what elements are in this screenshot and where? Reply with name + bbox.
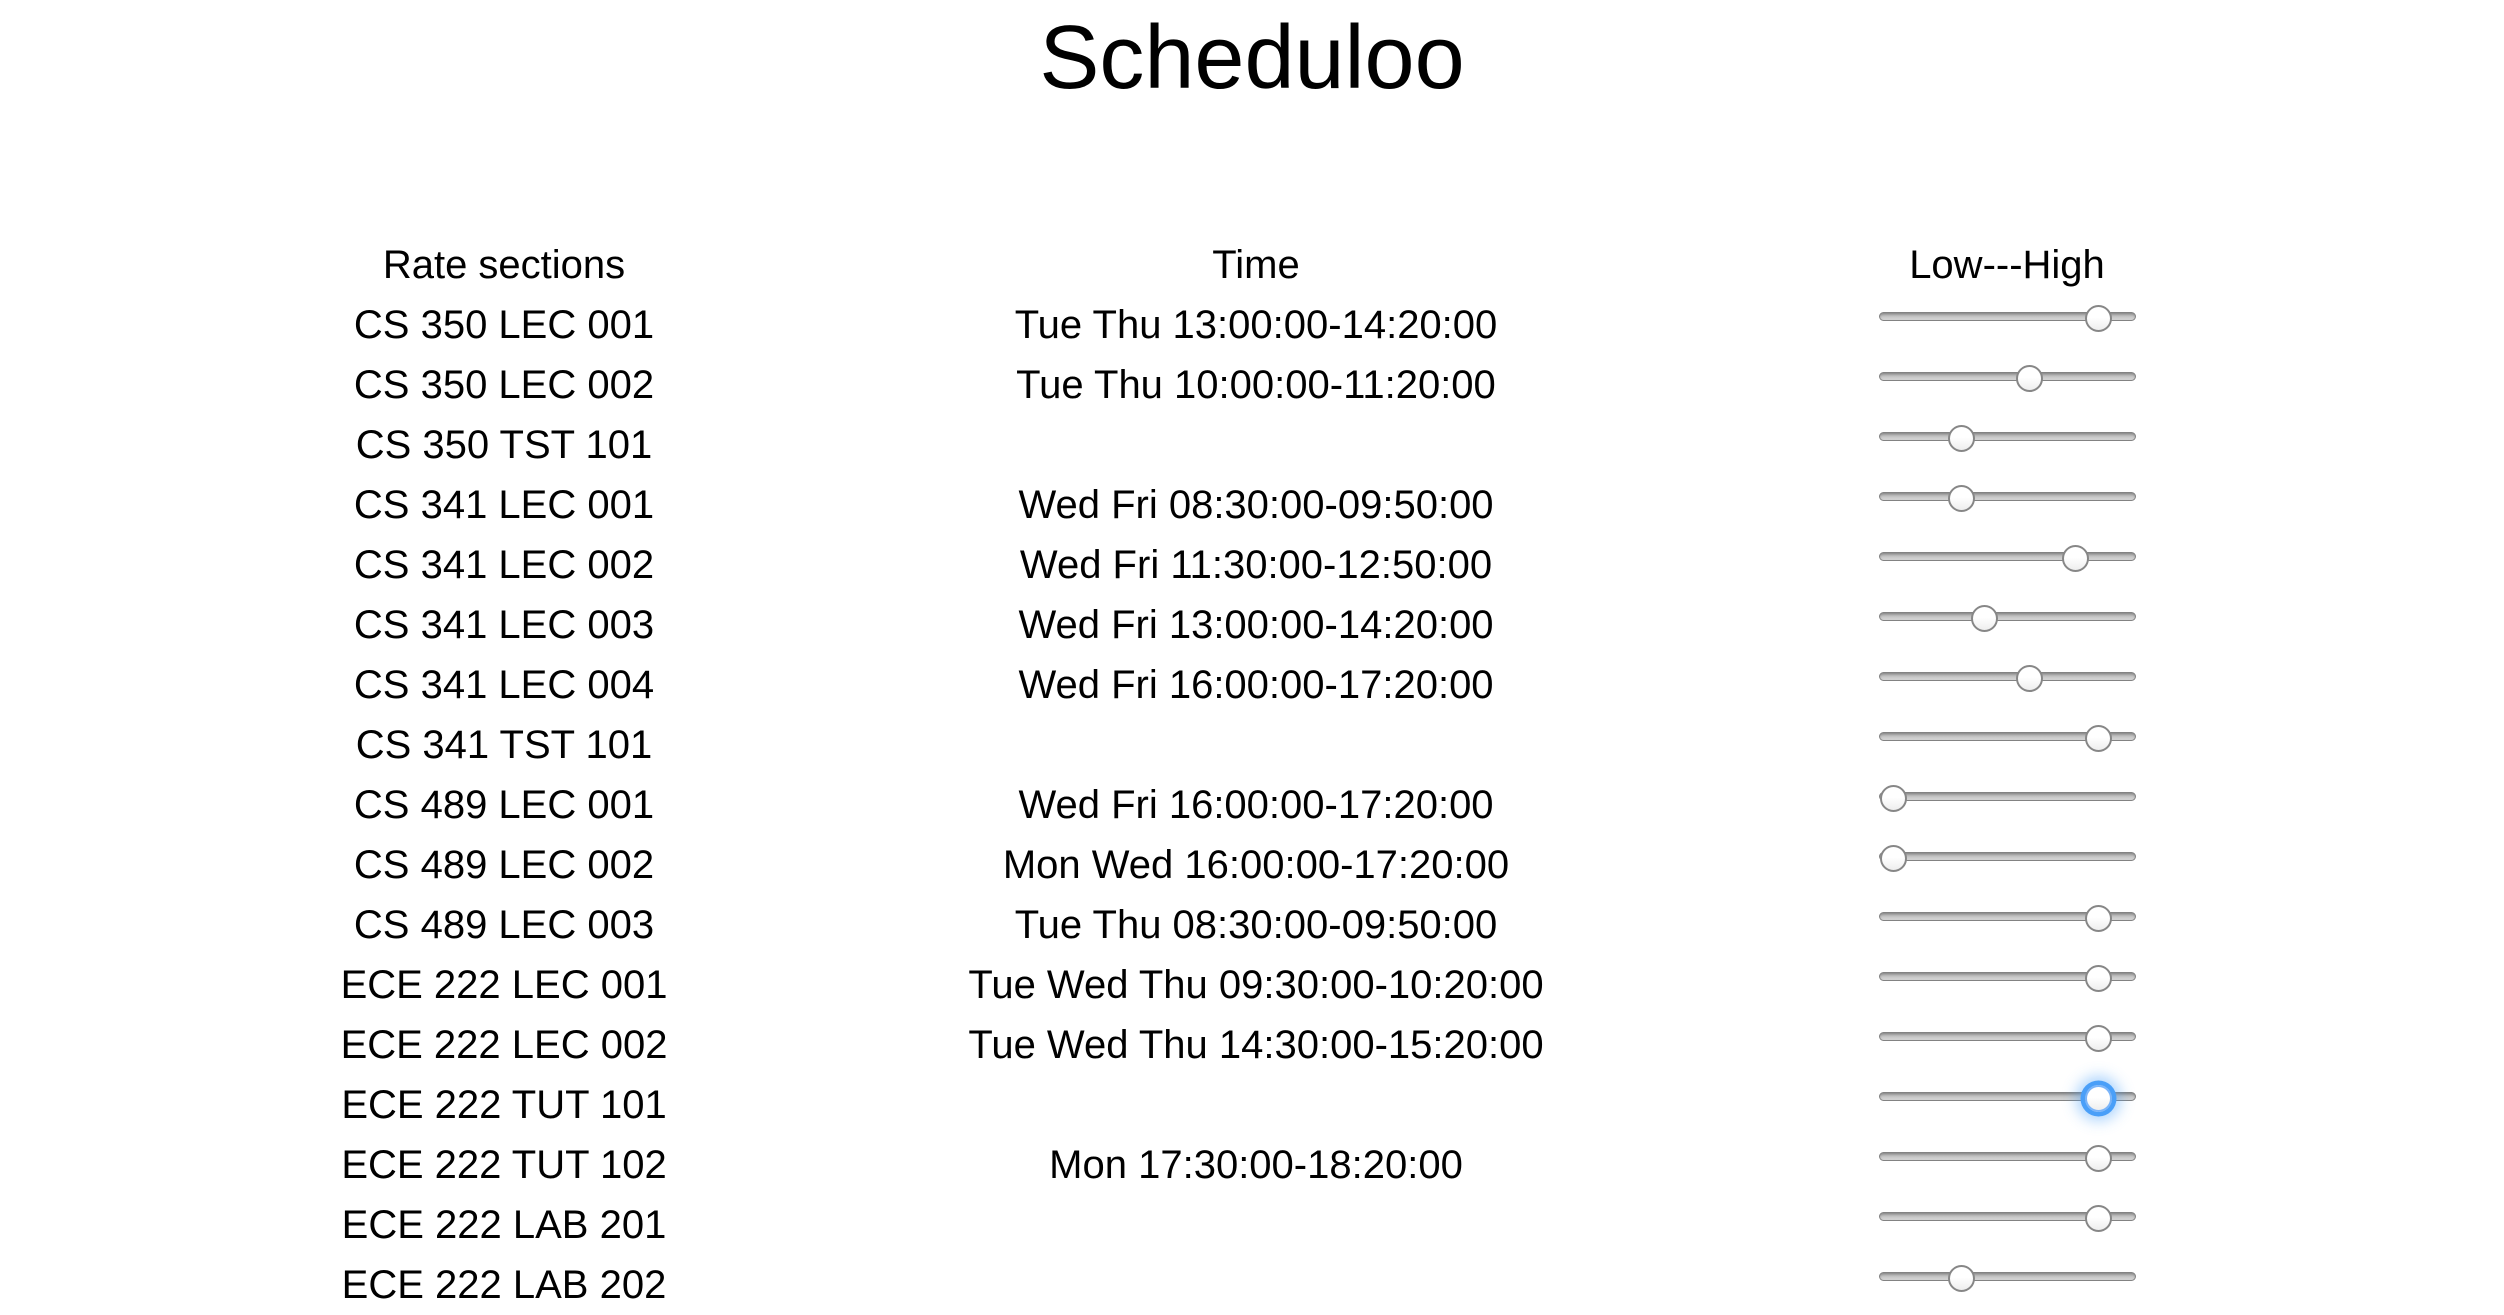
section-label: CS 350 LEC 002 (353, 363, 655, 407)
rating-slider[interactable] (1879, 1083, 2136, 1110)
sections-column-header: Rate sections (382, 243, 626, 287)
scheduloo-page (0, 7, 2504, 1307)
rating-slider-row (1757, 835, 2257, 895)
rating-slider-row (1757, 955, 2257, 1015)
time-rows (906, 295, 1606, 1315)
rating-slider-row (1757, 415, 2257, 475)
section-label: ECE 222 LEC 002 (340, 1023, 668, 1067)
time-label: Wed Fri 16:00:00-17:20:00 (1018, 663, 1494, 707)
rating-slider[interactable] (1879, 903, 2136, 930)
rating-column (1757, 235, 2257, 1315)
time-label: Wed Fri 16:00:00-17:20:00 (1018, 783, 1494, 827)
rating-slider[interactable] (1879, 423, 2136, 450)
sections-rows (154, 295, 854, 1315)
rating-column-header: Low---High (1909, 243, 2105, 287)
section-label: ECE 222 LAB 201 (341, 1203, 667, 1247)
page-title: Scheduloo (1039, 8, 1465, 108)
section-label: CS 489 LEC 003 (353, 903, 655, 947)
time-label: Wed Fri 08:30:00-09:50:00 (1018, 483, 1494, 527)
time-label (906, 715, 1606, 775)
section-label: CS 341 LEC 002 (353, 543, 655, 587)
rating-slider[interactable] (1879, 1143, 2136, 1170)
time-label (906, 1075, 1606, 1135)
time-label (906, 415, 1606, 475)
rating-slider[interactable] (1879, 603, 2136, 630)
rating-slider-row (1757, 1015, 2257, 1075)
section-label: CS 350 TST 101 (355, 423, 653, 467)
time-label: Wed Fri 13:00:00-14:20:00 (1018, 603, 1494, 647)
rating-rows (1757, 295, 2257, 1315)
time-label (906, 1255, 1606, 1315)
rating-slider[interactable] (1879, 543, 2136, 570)
time-label: Tue Thu 10:00:00-11:20:00 (1016, 363, 1496, 407)
time-label: Wed Fri 11:30:00-12:50:00 (1019, 543, 1493, 587)
rating-slider-row (1757, 775, 2257, 835)
time-label: Tue Thu 13:00:00-14:20:00 (1014, 303, 1498, 347)
rating-slider[interactable] (1879, 1023, 2136, 1050)
rating-slider[interactable] (1879, 303, 2136, 330)
section-label: CS 341 LEC 004 (353, 663, 655, 707)
time-column (906, 235, 1606, 1315)
section-label: ECE 222 TUT 101 (341, 1083, 667, 1127)
rating-slider[interactable] (1879, 1263, 2136, 1290)
section-label: CS 341 LEC 003 (353, 603, 655, 647)
rating-slider[interactable] (1879, 483, 2136, 510)
rating-slider-row (1757, 475, 2257, 535)
section-label: ECE 222 LAB 202 (341, 1263, 667, 1307)
rating-slider[interactable] (1879, 963, 2136, 990)
time-label: Tue Wed Thu 14:30:00-15:20:00 (968, 1023, 1544, 1067)
time-label: Mon 17:30:00-18:20:00 (1049, 1143, 1463, 1187)
rating-slider-row (1757, 1135, 2257, 1195)
section-label: CS 341 TST 101 (355, 723, 653, 767)
rating-slider[interactable] (1879, 363, 2136, 390)
section-label: ECE 222 TUT 102 (341, 1143, 667, 1187)
rating-slider-row (1757, 715, 2257, 775)
rating-slider-row (1757, 895, 2257, 955)
section-label: CS 350 LEC 001 (353, 303, 655, 347)
rating-slider-row (1757, 1075, 2257, 1135)
time-label: Tue Wed Thu 09:30:00-10:20:00 (968, 963, 1544, 1007)
rating-slider-row (1757, 1195, 2257, 1255)
section-label: CS 341 LEC 001 (353, 483, 655, 527)
rating-slider[interactable] (1879, 723, 2136, 750)
rating-slider[interactable] (1879, 783, 2136, 810)
time-label: Tue Thu 08:30:00-09:50:00 (1014, 903, 1498, 947)
sections-column (154, 235, 854, 1315)
rating-slider[interactable] (1879, 663, 2136, 690)
section-label: ECE 222 LEC 001 (340, 963, 668, 1007)
rating-slider-row (1757, 655, 2257, 715)
time-label (906, 1195, 1606, 1255)
rating-slider-row (1757, 535, 2257, 595)
time-column-header: Time (1212, 243, 1300, 287)
rating-slider-row (1757, 295, 2257, 355)
rating-slider[interactable] (1879, 843, 2136, 870)
rating-slider-row (1757, 355, 2257, 415)
rating-slider-row (1757, 595, 2257, 655)
rating-slider-row (1757, 1255, 2257, 1315)
rating-slider[interactable] (1879, 1203, 2136, 1230)
section-label: CS 489 LEC 002 (353, 843, 655, 887)
time-label: Mon Wed 16:00:00-17:20:00 (1002, 843, 1510, 887)
section-label: CS 489 LEC 001 (353, 783, 655, 827)
